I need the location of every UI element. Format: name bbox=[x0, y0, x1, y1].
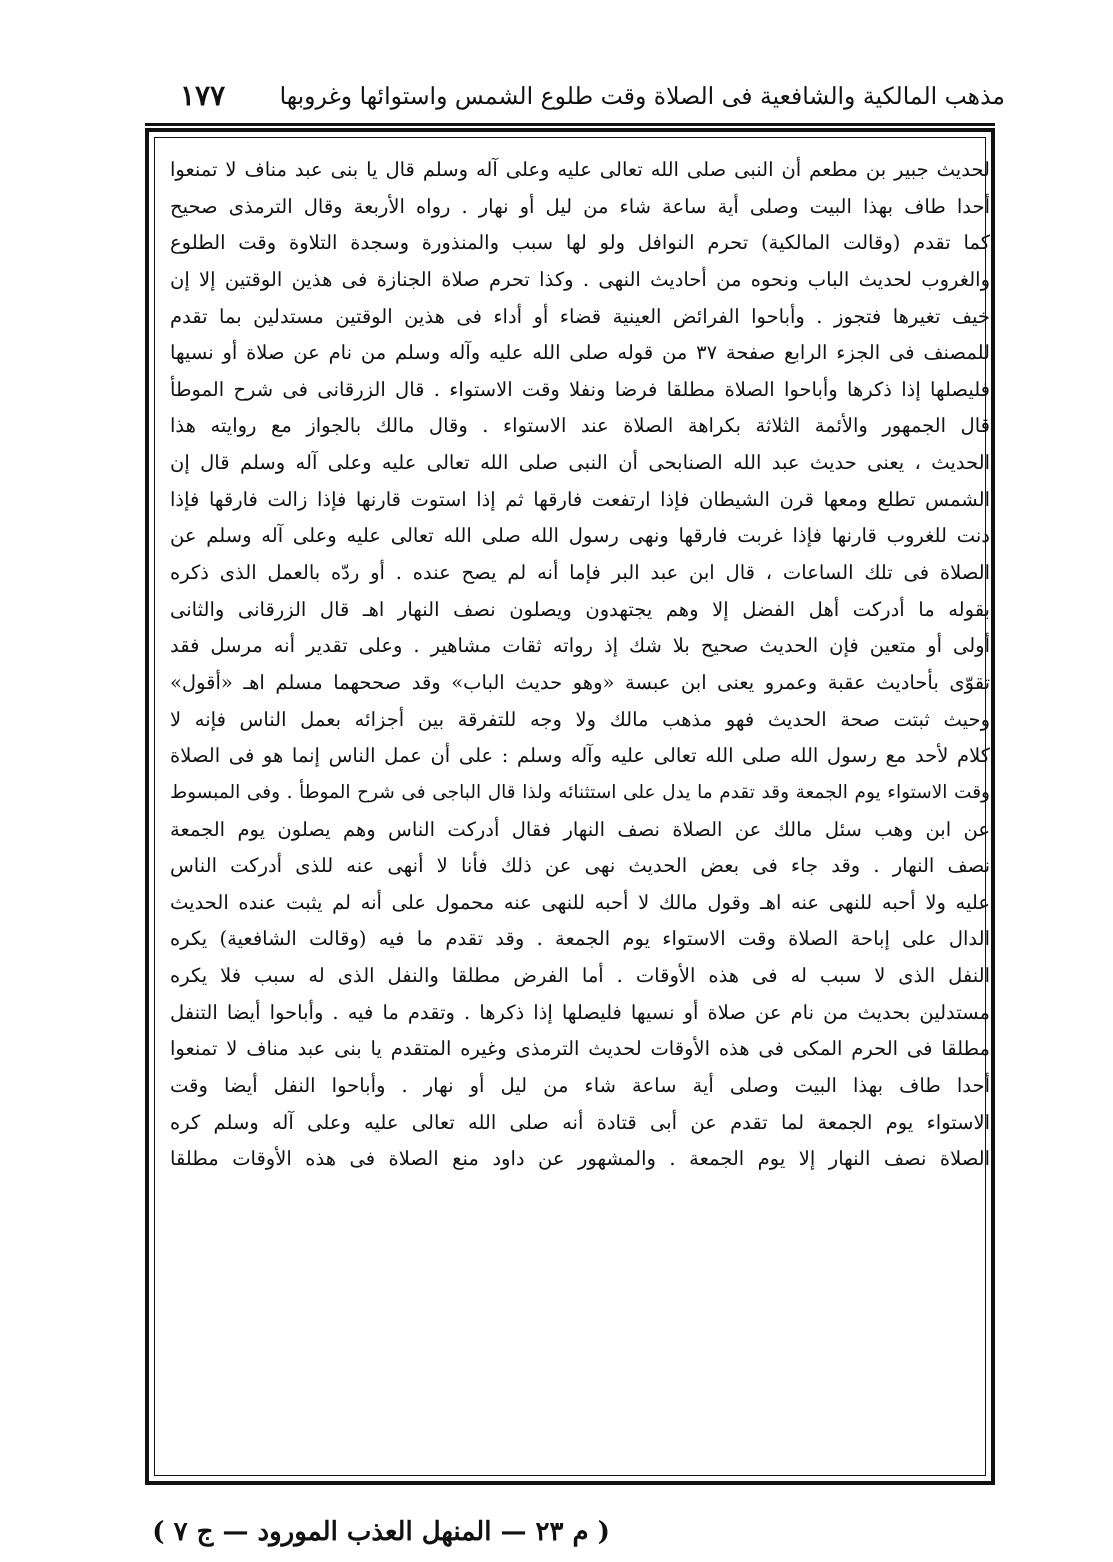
text-line: الصلاة نصف النهار إلا يوم الجمعة . والمشهور عن داود منع الصلاة فى هذه الأوقات مطلقا bbox=[170, 1147, 990, 1171]
text-line: وحيث ثبتت صحة الحديث فهو مذهب مالك ولا وجه للتفرقة بين أجزائه بعمل الناس فإنه لا bbox=[170, 707, 990, 731]
text-line: نصف النهار . وقد جاء فى بعض الحديث نهى عن ذلك فأنا لا أنهى عنه للذى أدركت الناس bbox=[170, 854, 990, 878]
text-line: مستدلين بحديث من نام عن صلاة أو نسيها فليصلها إذا ذكرها . وتقدم ما فيه . وأباحوا أيضا التنفل bbox=[170, 1000, 990, 1024]
page-number: ١٧٧ bbox=[180, 79, 226, 112]
text-line: بقوله ما أدركت أهل الفضل إلا وهم يجتهدون ويصلون نصف النهار اهـ قال الزرقانى والثانى bbox=[170, 597, 990, 621]
text-line: وقت الاستواء يوم الجمعة وقد تقدم ما يدل على استثنائه ولذا قال الباجى فى شرح الموطأ . وفى المبسوط bbox=[170, 781, 990, 803]
body-text bbox=[170, 152, 990, 1472]
text-line: أحدا طاف بهذا البيت وصلى أية ساعة شاء من ليل أو نهار . رواه الأربعة وقال الترمذى صحيح bbox=[170, 194, 990, 218]
text-line: النفل الذى لا سبب له فى هذه الأوقات . أما الفرض مطلقا والنفل الذى له سبب فلا يكره bbox=[170, 964, 990, 988]
text-line: الدال على إباحة الصلاة وقت الاستواء يوم الجمعة . وقد تقدم ما فيه (وقالت الشافعية) يكره bbox=[170, 927, 990, 951]
text-line: الاستواء يوم الجمعة لما تقدم عن أبى قتادة أنه صلى الله تعالى عليه وعلى آله وسلم كره bbox=[170, 1110, 990, 1134]
header-rule bbox=[145, 123, 995, 126]
text-line: الصلاة فى تلك الساعات ، قال ابن عبد البر فإما أنه لم يصح عنده . أو ردّه بالعمل الذى ذكره bbox=[170, 561, 990, 585]
text-line: فليصلها إذا ذكرها وأباحوا الصلاة مطلقا فرضا ونفلا وقت الاستواء . قال الزرقانى فى شرح الموطأ bbox=[170, 377, 990, 401]
running-title: مذهب المالكية والشافعية فى الصلاة وقت طلوع الشمس واستوائها وغروبها bbox=[279, 82, 1005, 110]
text-line: قال الجمهور والأئمة الثلاثة بكراهة الصلاة عند الاستواء . وقال مالك بالجواز مع روايته هذا bbox=[170, 414, 990, 438]
text-line: الشمس تطلع ومعها قرن الشيطان فإذا ارتفعت فارقها ثم إذا استوت قارنها فإذا زالت فارقها فإذا bbox=[170, 487, 990, 511]
text-line: الحديث ، يعنى حديث عبد الله الصنابحى أن النبى صلى الله تعالى عليه وعلى آله وسلم قال إن bbox=[170, 451, 990, 475]
text-line: تقوّى بأحاديث عقبة وعمرو يعنى ابن عبسة «وهو حديث الباب» وقد صححهما مسلم اهـ «أقول» bbox=[170, 670, 990, 694]
text-line: عن ابن وهب سئل مالك عن الصلاة نصف النهار فقال أدركت الناس وهم يصلون يوم الجمعة bbox=[170, 817, 990, 841]
volume-signature: ( م ٢٣ — المنهل العذب المورود — ج ٧ ) bbox=[152, 1517, 610, 1547]
text-line: والغروب لحديث الباب ونحوه من أحاديث النهى . وكذا تحرم صلاة الجنازة فى هذين الوقتين إلا إن bbox=[170, 267, 990, 291]
text-line: عليه ولا أحبه للنهى عنه اهـ وقول مالك لا أحبه للنهى عنه محمول على أنه لم يثبت عنده الحديث bbox=[170, 890, 990, 914]
text-line: أولى أو متعين فإن الحديث صحيح بلا شك إذ رواته ثقات مشاهير . وعلى تقدير أنه مرسل فقد bbox=[170, 634, 990, 658]
text-line: لحديث جبير بن مطعم أن النبى صلى الله تعالى عليه وعلى آله وسلم قال يا بنى عبد مناف لا تمنعوا bbox=[170, 158, 990, 181]
text-line: خيف تغيرها فتجوز . وأباحوا الفرائض العينية قضاء أو أداء فى هذين الوقتين مستدلين بما تقدم bbox=[170, 304, 990, 328]
text-line: دنت للغروب قارنها فإذا غربت فارقها ونهى رسول الله صلى الله تعالى عليه وعلى آله وسلم عن bbox=[170, 524, 990, 548]
page-header bbox=[150, 76, 1005, 116]
text-line: كلام لأحد مع رسول الله صلى الله تعالى عليه وآله وسلم : على أن عمل الناس إنما هو فى الصلاة bbox=[170, 744, 990, 768]
text-line: أحدا طاف بهذا البيت وصلى أية ساعة شاء من ليل أو نهار . وأباحوا النفل أيضا وقت bbox=[170, 1074, 990, 1098]
text-line: للمصنف فى الجزء الرابع صفحة ٣٧ من قوله صلى الله عليه وآله وسلم من نام عن صلاة أو نسيها bbox=[170, 341, 990, 365]
text-line: مطلقا فى الحرم المكى فى هذه الأوقات لحديث الترمذى وغيره المتقدم يا بنى عبد مناف لا تمنعوا bbox=[170, 1037, 990, 1061]
text-line: كما تقدم (وقالت المالكية) تحرم النوافل ولو لها سبب والمنذورة وسجدة التلاوة وقت الطلوع bbox=[170, 231, 990, 255]
